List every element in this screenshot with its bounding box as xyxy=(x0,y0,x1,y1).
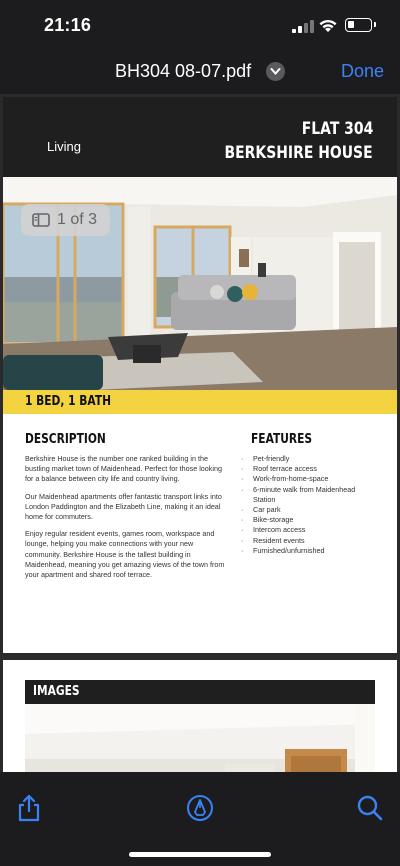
feature-item: · Work-from-home-space xyxy=(239,474,379,484)
beds-baths-band xyxy=(3,390,397,414)
bottom-toolbar xyxy=(0,772,400,866)
interior-photo xyxy=(25,704,375,772)
feature-item: · Car park xyxy=(239,505,379,515)
flat-title: FLAT 304 xyxy=(301,119,373,139)
feature-item: · Resident events xyxy=(239,536,379,546)
page-indicator[interactable] xyxy=(21,204,110,236)
overlay-text: Living xyxy=(47,139,81,154)
building-title: BERKSHIRE HOUSE xyxy=(224,143,373,163)
battery-icon xyxy=(345,18,372,32)
images-heading: IMAGES xyxy=(33,684,80,699)
feature-item: · Pet-friendly xyxy=(239,454,379,464)
feature-item: · Intercom access xyxy=(239,525,379,535)
navigation-bar xyxy=(0,50,400,94)
document-title[interactable]: BH304 08-07.pdf xyxy=(115,61,252,81)
description-paragraph: Our Maidenhead apartments offer fantastic transport links into London Paddington and the Elizabeth Line, making it an ideal home for commuters. xyxy=(25,491,222,522)
pdf-page-1 xyxy=(3,97,397,653)
search-icon[interactable] xyxy=(356,794,384,822)
page-header xyxy=(3,97,397,177)
share-icon[interactable] xyxy=(16,794,42,822)
beds-baths-label: 1 BED, 1 BATH xyxy=(25,394,112,409)
feature-item: · Furnished/unfurnished xyxy=(239,546,379,556)
chevron-down-icon[interactable] xyxy=(266,62,285,81)
home-indicator[interactable] xyxy=(129,852,271,857)
feature-item: · 6-minute walk from Maidenhead Station xyxy=(239,485,379,505)
description-heading: DESCRIPTION xyxy=(25,432,106,447)
features-heading: FEATURES xyxy=(251,432,313,447)
wifi-icon xyxy=(318,17,338,33)
description-body xyxy=(25,454,225,587)
description-paragraph: Enjoy regular resident events, games room, workspace and lounge, helping you make connections with your new community. Berkshire House is the tallest building in Maidenhead, meaning you get amazing views of the town from your apartment and shared roof terrace. xyxy=(25,529,225,580)
status-time: 21:16 xyxy=(44,15,92,35)
feature-item: · Bike-storage xyxy=(239,515,379,525)
page-indicator-text: 1 of 3 xyxy=(57,211,98,228)
cellular-signal-icon xyxy=(292,20,314,33)
features-list xyxy=(239,454,379,556)
done-button[interactable]: Done xyxy=(341,61,385,81)
markup-pen-icon[interactable] xyxy=(186,794,214,822)
pdf-page-2 xyxy=(3,660,397,772)
status-bar xyxy=(0,0,400,50)
sidebar-icon xyxy=(32,213,50,227)
description-paragraph: Berkshire House is the number one ranked building in the bustling market town of Maidenhead. Perfect for those looking for a balance between city life and country living. xyxy=(25,454,222,484)
images-heading-band xyxy=(25,680,375,704)
pdf-viewer[interactable] xyxy=(0,94,400,772)
feature-item: · Roof terrace access xyxy=(239,464,379,474)
